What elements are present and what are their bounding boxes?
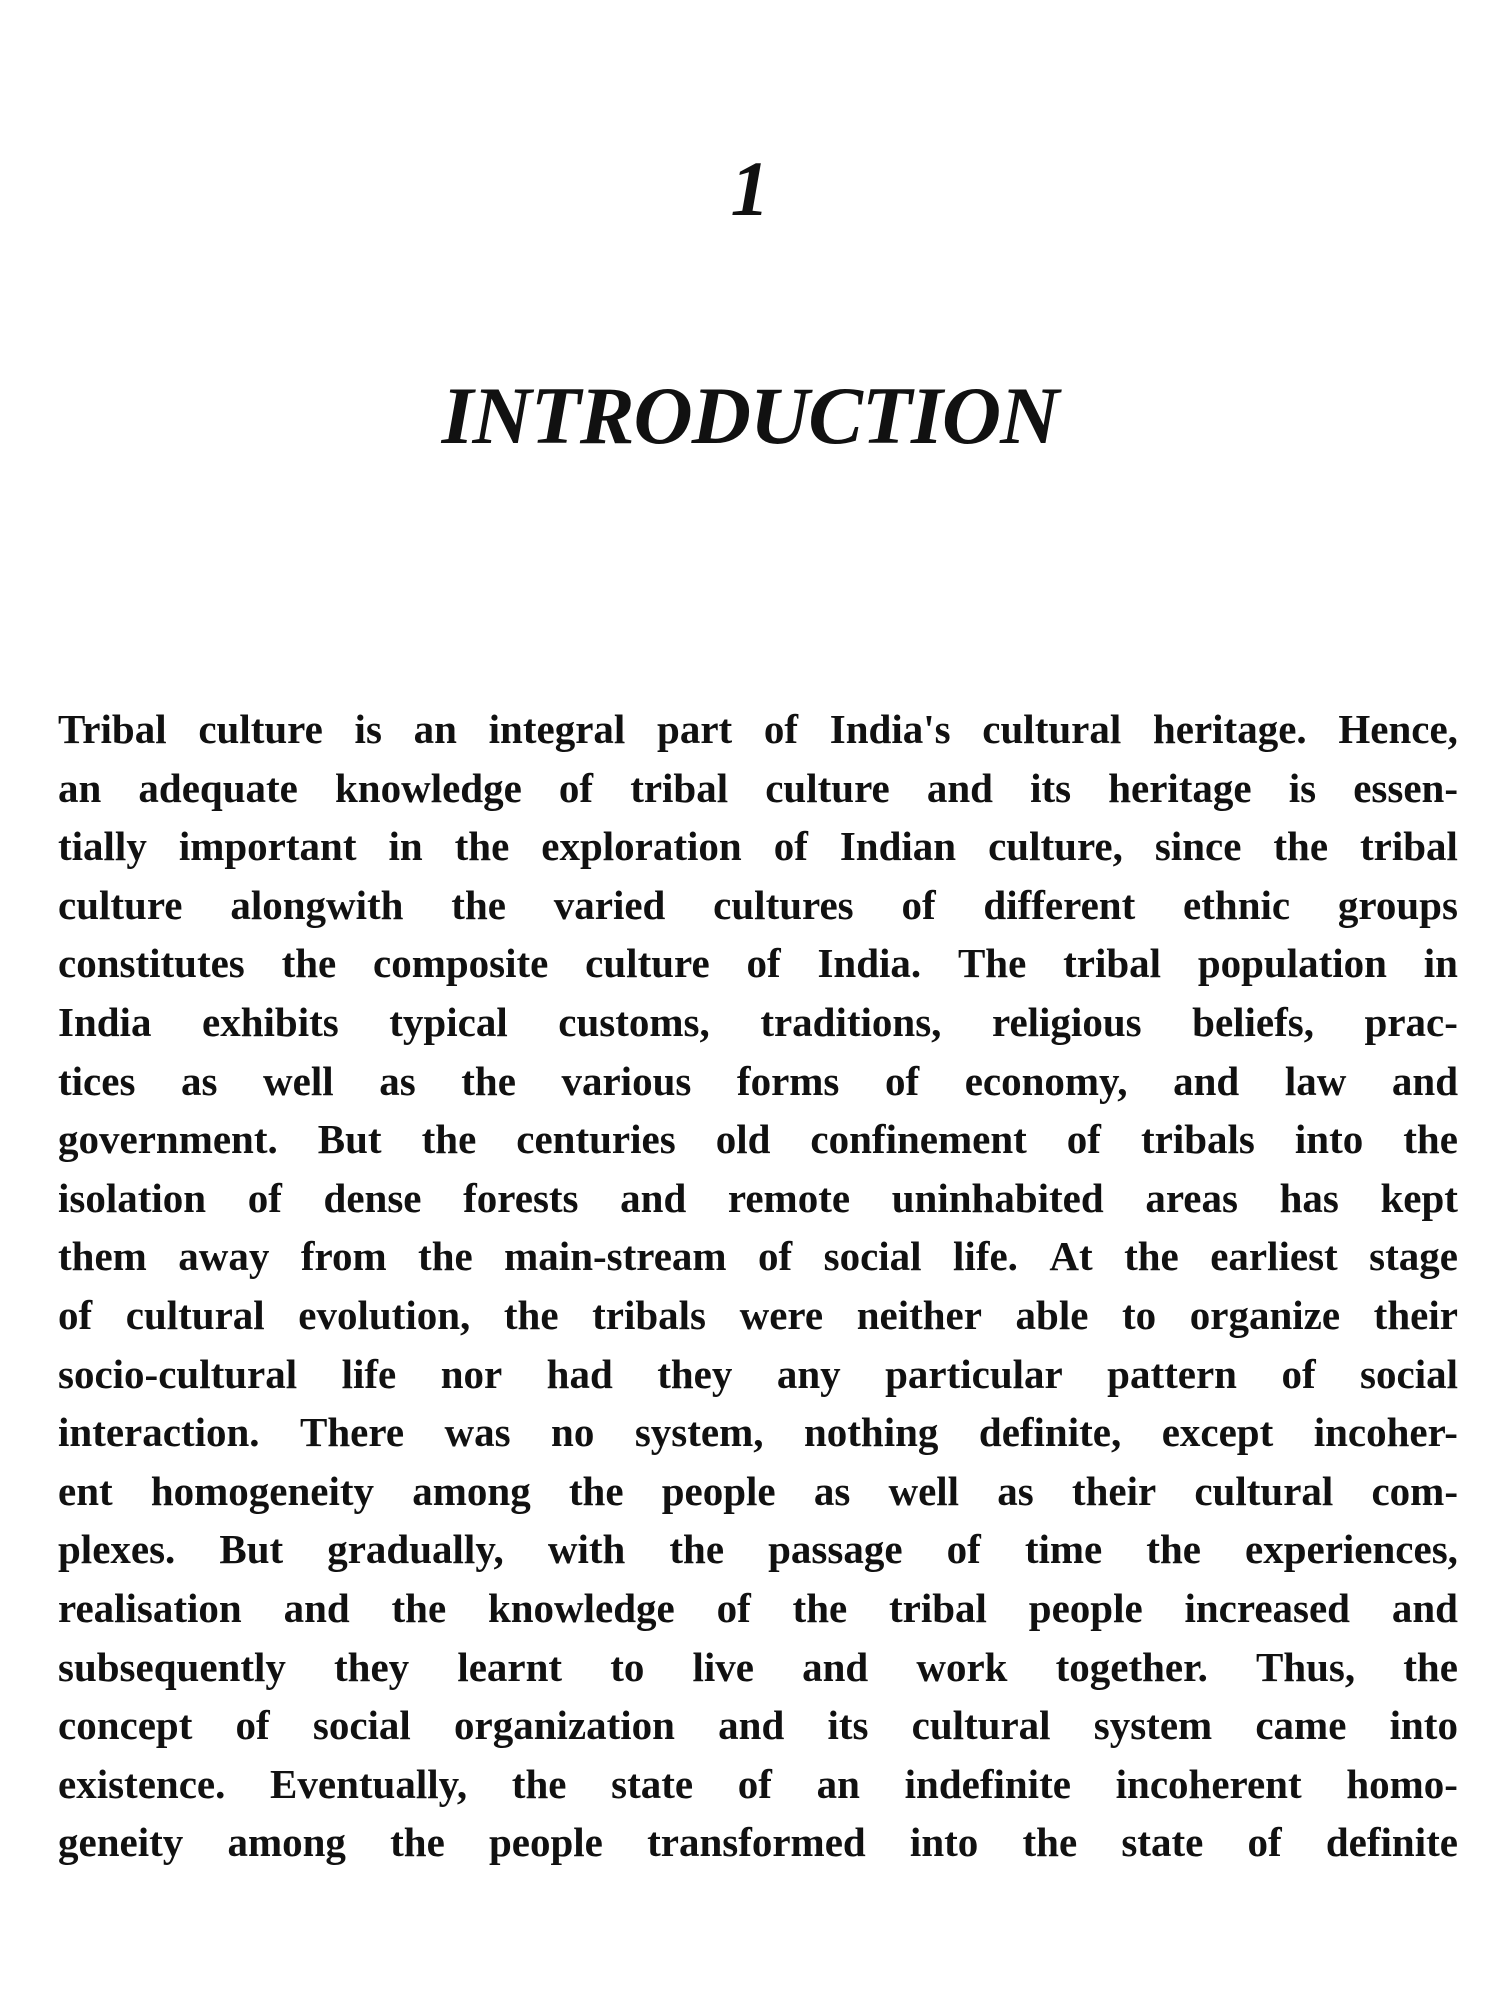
word: the [461,1057,516,1104]
word: definite [1325,1819,1458,1866]
word: the [511,1760,567,1807]
word: interaction. [58,1409,260,1456]
word: of [716,1584,751,1631]
word: of [763,706,799,752]
word: was [444,1409,511,1456]
chapter-number: 1 [730,145,770,232]
word: the [451,881,506,928]
word: social [312,1702,411,1749]
word: had [546,1350,613,1397]
word: cultural [911,1702,1051,1749]
word: its [1030,764,1072,811]
word: and [1391,1584,1458,1631]
word: Thus, [1255,1643,1356,1690]
word: the [281,940,337,987]
word: religious [991,998,1142,1045]
word: no [551,1409,595,1456]
word: uninhabited [891,1174,1104,1221]
word: exploration [541,823,742,870]
text-line [58,1052,1458,1111]
word: cultural [982,706,1122,752]
word: nothing [803,1409,939,1456]
word: tribal [1360,823,1458,870]
word: the [1146,1526,1201,1573]
word: life [341,1350,397,1397]
word: increased [1184,1584,1350,1631]
text-line [58,1110,1458,1169]
word: But [219,1526,284,1573]
word: to [1122,1291,1157,1338]
word: since [1154,823,1242,870]
word: forms [736,1057,840,1104]
word: government. [58,1116,278,1163]
word: of [737,1760,772,1807]
word: social [1360,1350,1458,1397]
word: India [58,998,152,1045]
word: the [792,1584,848,1631]
word: existence. [58,1760,226,1807]
word: system, [634,1409,764,1456]
word: is [1288,764,1317,811]
word: neither [856,1291,982,1338]
word: of [1281,1350,1316,1397]
word: into [1389,1702,1458,1749]
word: and [718,1702,785,1749]
text-line [58,1755,1458,1814]
word: culture [198,706,323,752]
word: culture, [988,823,1123,870]
word: social [823,1233,922,1280]
word: of [901,881,936,928]
word: and [1391,1057,1458,1104]
word: adequate [138,764,298,811]
word: and [620,1174,687,1221]
word: prac- [1364,998,1458,1045]
word: realisation [58,1584,242,1631]
word: typical [389,998,508,1045]
word: among [227,1819,346,1866]
word: of [746,940,781,987]
word: plexes. [58,1526,176,1573]
word: ethnic [1183,881,1291,928]
word: knowledge [487,1584,675,1631]
word: their [1071,1467,1157,1514]
word: the [1022,1819,1078,1866]
word: organize [1189,1291,1341,1338]
word: stage [1369,1233,1458,1280]
word: homogeneity [150,1467,375,1514]
body-paragraph [58,700,1458,1872]
word: except [1161,1409,1274,1456]
word: There [300,1409,405,1456]
word: to [610,1643,645,1690]
word: an [816,1760,860,1807]
word: passage [768,1526,903,1573]
word: of [58,1291,93,1338]
word: and [1173,1057,1240,1104]
word: indefinite [904,1760,1071,1807]
word: Eventually, [270,1760,468,1807]
word: law [1284,1057,1347,1104]
word: Hence, [1338,706,1458,752]
word: and [926,764,993,811]
word: work [916,1643,1008,1690]
word: cultural [125,1291,265,1338]
word: the [568,1467,624,1514]
word: into [909,1819,979,1866]
text-line [58,1520,1458,1579]
word: were [739,1291,824,1338]
text-line [58,1638,1458,1697]
word: integral [488,706,626,752]
word: of [884,1057,920,1104]
word: composite [373,940,549,987]
word: away [178,1233,270,1280]
word: earliest [1210,1233,1338,1280]
word: the [418,1233,473,1280]
word: tribals [592,1291,707,1338]
word: kept [1380,1174,1458,1221]
word: At [1049,1233,1093,1280]
word: state [611,1760,694,1807]
word: any [776,1350,841,1397]
word: live [692,1643,754,1690]
word: of [235,1702,270,1749]
text-line [58,1696,1458,1755]
word: its [827,1702,869,1749]
word: heritage [1108,764,1252,811]
text-line [58,1169,1458,1228]
word: them [58,1233,147,1280]
word: population [1197,940,1387,987]
word: system [1093,1702,1213,1749]
word: the [503,1291,559,1338]
word: of [1066,1116,1101,1163]
word: economy, [964,1057,1128,1104]
word: people [1028,1584,1143,1631]
word: cultural [1194,1467,1334,1514]
word: transformed [647,1819,866,1866]
word: ent [58,1467,113,1514]
word: dense [323,1174,422,1221]
word: confinement [810,1116,1027,1163]
word: groups [1337,881,1458,928]
word: incoherent [1115,1760,1302,1807]
word: concept [58,1702,193,1749]
word: they [334,1643,410,1690]
word: and [283,1584,350,1631]
word: in [388,823,423,870]
word: main-stream [504,1233,727,1280]
word: tribals [1140,1116,1255,1163]
word: of [946,1526,981,1573]
text-line [58,817,1458,876]
word: the [1273,823,1329,870]
word: came [1255,1702,1347,1749]
word: com- [1371,1467,1458,1514]
text-line [58,1227,1458,1286]
text-line [58,876,1458,935]
word: their [1373,1291,1458,1338]
word: India's [829,706,951,752]
word: alongwith [230,881,404,928]
word: tribal [889,1584,987,1631]
word: part [657,706,733,752]
word: The [957,940,1027,987]
word: people [661,1467,776,1514]
word: culture [58,881,183,928]
word: different [983,881,1136,928]
word: of [773,823,808,870]
word: isolation [58,1174,207,1221]
word: together. [1055,1643,1208,1690]
word: India. [817,940,922,987]
word: particular [885,1350,1063,1397]
word: varied [553,881,666,928]
word: But [317,1116,382,1163]
word: the [1403,1643,1458,1690]
word: the [390,1819,445,1866]
word: as [180,1057,218,1104]
word: as [997,1467,1034,1514]
text-line [58,1462,1458,1521]
word: time [1024,1526,1103,1573]
word: the [1403,1116,1458,1163]
word: experiences, [1245,1526,1458,1573]
word: old [715,1116,771,1163]
word: the [454,823,510,870]
word: socio-cultural [58,1350,298,1397]
word: the [421,1116,477,1163]
word: traditions, [760,998,942,1045]
word: heritage. [1152,706,1307,752]
word: incoher- [1313,1409,1458,1456]
word: people [488,1819,603,1866]
word: from [300,1233,387,1280]
word: able [1015,1291,1089,1338]
word: centuries [516,1116,676,1163]
word: organization [454,1702,675,1749]
word: cultures [713,881,854,928]
word: various [561,1057,692,1104]
word: tially [58,823,147,870]
text-line [58,700,1458,759]
word: an [413,706,457,752]
word: Indian [839,823,957,870]
word: has [1279,1174,1339,1221]
word: areas [1145,1174,1238,1221]
word: state [1121,1819,1204,1866]
word: with [547,1526,626,1573]
word: subsequently [58,1643,286,1690]
word: tribal [1063,940,1162,987]
word: remote [727,1174,851,1221]
word: they [657,1350,733,1397]
word: essen- [1353,764,1458,811]
text-line [58,1345,1458,1404]
word: the [391,1584,447,1631]
word: forests [463,1174,579,1221]
text-line [58,1403,1458,1462]
word: of [758,1233,793,1280]
chapter-title: INTRODUCTION [441,370,1059,461]
word: life. [953,1233,1018,1280]
word: nor [440,1350,503,1397]
word: and [802,1643,869,1690]
word: as [813,1467,851,1514]
word: geneity [58,1819,184,1866]
word: homo- [1346,1760,1458,1807]
word: of [558,764,594,811]
word: learnt [457,1643,563,1690]
word: constitutes [58,940,245,987]
word: well [888,1467,960,1514]
word: as [379,1057,416,1104]
word: the [1124,1233,1179,1280]
text-line [58,1286,1458,1345]
word: among [412,1467,531,1514]
word: pattern [1107,1350,1237,1397]
text-line [58,759,1458,818]
word: important [178,823,357,870]
word: tices [58,1057,136,1104]
word: exhibits [202,998,339,1045]
word: into [1294,1116,1364,1163]
word: of [1247,1819,1282,1866]
word: tribal [630,764,729,811]
word: well [263,1057,334,1104]
word: beliefs, [1192,998,1314,1045]
text-line [58,934,1458,993]
word: an [58,764,102,811]
text-line [58,1579,1458,1638]
word: customs, [558,998,710,1045]
word: culture [765,764,890,811]
word: of [247,1174,282,1221]
word: knowledge [335,764,522,811]
word: is [354,706,382,752]
word: evolution, [298,1291,471,1338]
word: definite, [978,1409,1122,1456]
text-line [58,1813,1458,1872]
word: the [669,1526,725,1573]
word: in [1423,940,1458,987]
text-line [58,993,1458,1052]
word: gradually, [327,1526,504,1573]
word: Tribal [58,706,167,752]
word: culture [585,940,710,987]
